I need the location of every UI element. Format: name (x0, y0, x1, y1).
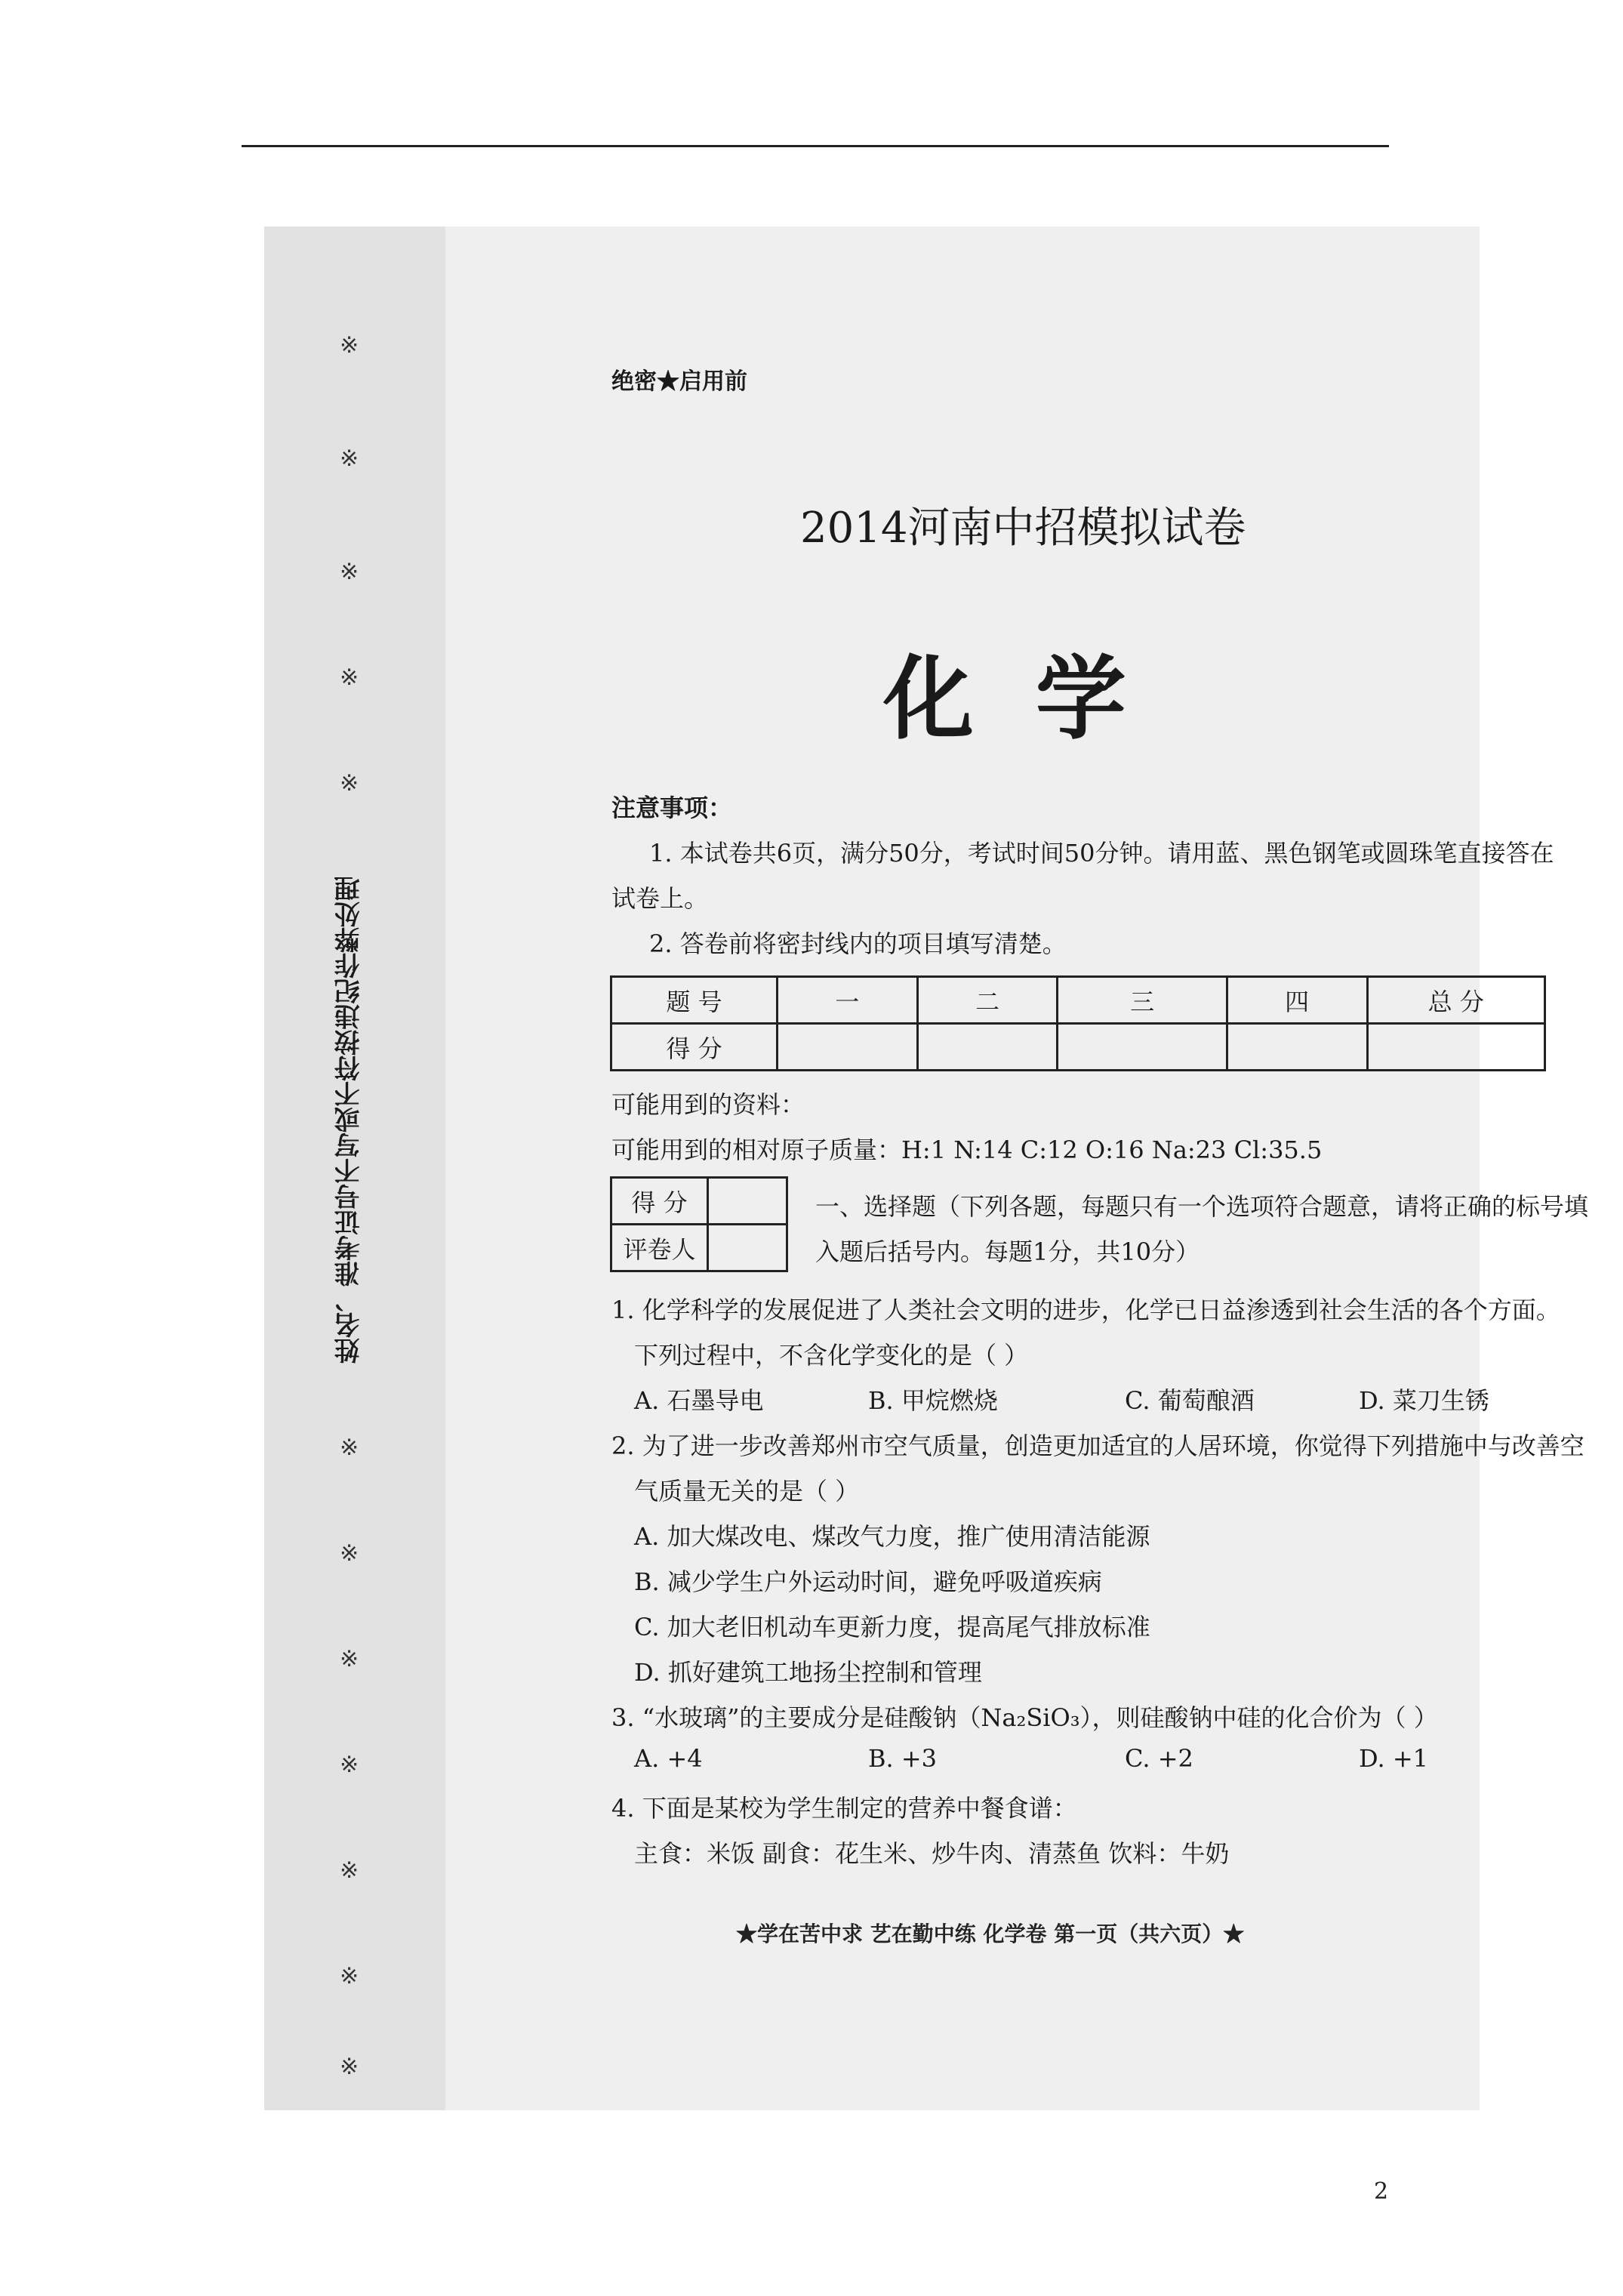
star-mark: ※ (340, 1540, 359, 1567)
q1-option-c[interactable]: C. 葡萄酿酒 (1125, 1386, 1255, 1415)
q3-option-a[interactable]: A. +4 (634, 1744, 703, 1773)
scanned-exam-page (264, 227, 1589, 2110)
q3-option-b[interactable]: B. +3 (868, 1744, 938, 1773)
q1-option-a[interactable]: A. 石墨导电 (634, 1386, 764, 1415)
score-header-cell: 三 (1058, 977, 1227, 1024)
star-mark: ※ (340, 332, 359, 359)
section1-instructions: 一、选择题（下列各题，每题只有一个选项符合题意，请将正确的标号填 (815, 1192, 1589, 1221)
star-mark: ※ (340, 1435, 359, 1461)
question-4-menu: 主食：米饭 副食：花生米、炒牛肉、清蒸鱼 饮料：牛奶 (634, 1839, 1230, 1868)
score-header-cell: 二 (917, 977, 1058, 1024)
resources-heading: 可能用到的资料： (611, 1090, 805, 1119)
score-cell[interactable] (778, 1024, 918, 1071)
top-rule (242, 145, 1389, 147)
notes-heading: 注意事项： (611, 794, 733, 822)
grader-label: 评卷人 (611, 1225, 708, 1271)
subject-title: 化 学 (883, 646, 1141, 752)
score-cell[interactable] (917, 1024, 1058, 1071)
atomic-masses: 可能用到的相对原子质量：H:1 N:14 C:12 O:16 Na:23 Cl:35.5 (611, 1136, 1323, 1164)
star-mark: ※ (340, 1646, 359, 1672)
score-header-cell: 总 分 (1367, 977, 1545, 1024)
score-cell[interactable] (1367, 1024, 1545, 1071)
binding-strip (264, 227, 445, 2110)
question-3: 3. “水玻璃”的主要成分是硅酸钠（Na₂SiO₃），则硅酸钠中硅的化合价为（ ） (611, 1703, 1438, 1732)
grader-cell[interactable] (708, 1225, 787, 1271)
exam-content (445, 227, 1589, 2110)
question-4: 4. 下面是某校为学生制定的营养中餐食谱： (611, 1794, 1077, 1823)
score-header-cell: 四 (1227, 977, 1367, 1024)
q2-option-c[interactable]: C. 加大老旧机动车更新力度，提高尾气排放标准 (634, 1613, 1150, 1641)
star-mark: ※ (340, 1857, 359, 1884)
question-1-cont: 下列过程中，不含化学变化的是（ ） (634, 1341, 1029, 1370)
star-mark: ※ (340, 1963, 359, 1989)
section1-instructions-cont: 入题后括号内。每题1分，共10分） (815, 1237, 1200, 1266)
q2-option-d[interactable]: D. 抓好建筑工地扬尘控制和管理 (634, 1658, 982, 1687)
q3-option-c[interactable]: C. +2 (1125, 1744, 1193, 1773)
score-row-label: 得 分 (611, 1024, 778, 1071)
question-2-cont: 气质量无关的是（ ） (634, 1477, 860, 1505)
note-item-1-cont: 试卷上。 (611, 884, 709, 913)
score-header-cell: 一 (778, 977, 918, 1024)
question-1: 1. 化学科学的发展促进了人类社会文明的进步，化学已日益渗透到社会生活的各个方面。 (611, 1296, 1560, 1324)
star-mark: ※ (340, 445, 359, 472)
star-mark: ※ (340, 559, 359, 585)
section-score-box (610, 1176, 788, 1272)
q1-option-b[interactable]: B. 甲烷燃烧 (868, 1386, 998, 1415)
score-cell[interactable] (1227, 1024, 1367, 1071)
score-table (610, 975, 1546, 1071)
q3-option-d[interactable]: D. +1 (1359, 1744, 1429, 1773)
star-mark: ※ (340, 1752, 359, 1778)
note-item-2: 2. 答卷前将密封线内的项目填写清楚。 (649, 929, 1067, 958)
q2-option-b[interactable]: B. 减少学生户外运动时间，避免呼吸道疾病 (634, 1567, 1102, 1596)
question-2: 2. 为了进一步改善郑州市空气质量，创造更加适宜的人居环境，你觉得下列措施中与改善空 (611, 1432, 1585, 1460)
exam-title: 2014河南中招模拟试卷 (800, 504, 1246, 553)
page-footer: ★学在苦中求 艺在勤中练 化学卷 第一页（共六页）★ (736, 1922, 1245, 1946)
score-header-cell: 题 号 (611, 977, 778, 1024)
binding-notice: 姓名、准考证号不写或不符按违纪作弊处理 (334, 876, 365, 1364)
q1-option-d[interactable]: D. 菜刀生锈 (1359, 1386, 1489, 1415)
secret-label: 绝密★启用前 (611, 368, 747, 395)
star-mark: ※ (340, 664, 359, 691)
note-item-1: 1. 本试卷共6页，满分50分，考试时间50分钟。请用蓝、黑色钢笔或圆珠笔直接答在 (649, 839, 1554, 868)
page-number: 2 (1374, 2178, 1389, 2205)
section-score-cell[interactable] (708, 1178, 787, 1225)
score-cell[interactable] (1058, 1024, 1227, 1071)
star-mark: ※ (340, 770, 359, 797)
section-score-label: 得 分 (611, 1178, 708, 1225)
star-mark: ※ (340, 2054, 359, 2080)
q2-option-a[interactable]: A. 加大煤改电、煤改气力度，推广使用清洁能源 (634, 1522, 1150, 1551)
